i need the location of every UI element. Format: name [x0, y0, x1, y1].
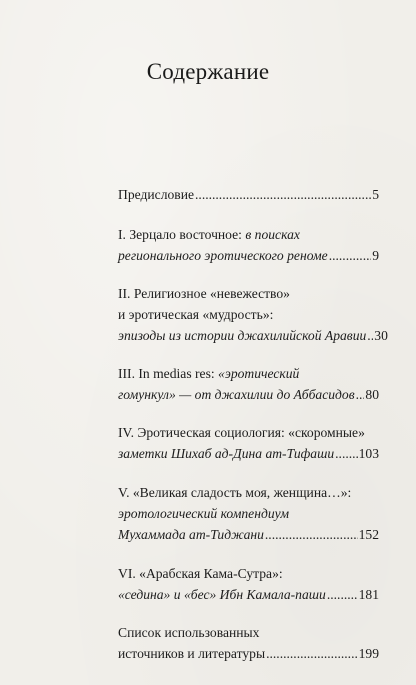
- toc-entry-subtitle: регионального эротического реноме: [118, 248, 328, 263]
- toc-leader-dots: [266, 643, 358, 664]
- toc-page-number: 199: [358, 646, 379, 661]
- toc-entry-chapter-6[interactable]: [118, 563, 379, 605]
- toc-leader-dots: [265, 524, 358, 545]
- toc-entry-title: IV. Эротическая социология: «скоромные»: [118, 425, 365, 440]
- toc-entry-title: II. Религиозное «невежество»: [118, 286, 290, 301]
- toc-entry-title: Список использованных: [118, 625, 260, 640]
- toc-entry-chapter-1[interactable]: [118, 224, 379, 266]
- toc-entry-subtitle: «седина» и «бес» Ибн Камала-паши: [118, 587, 326, 602]
- toc-leader-dots: [335, 443, 357, 464]
- toc-entry-subtitle: заметки Шихаб ад-Дина ат-Тифаши: [118, 446, 335, 461]
- toc-leader-dots: [367, 325, 373, 346]
- toc-leader-dots: [327, 584, 358, 605]
- toc-entry-chapter-4[interactable]: [118, 422, 379, 464]
- toc-leader-dots: [356, 384, 365, 405]
- toc-entry-title: V. «Великая сладость моя, женщина…»:: [118, 485, 352, 500]
- toc-entry-subtitle-cont: Мухаммада ат-Тиджани: [118, 527, 264, 542]
- toc-entry-title-cont: и эротическая «мудрость»:: [118, 307, 274, 322]
- toc-entry-subtitle: эпизоды из истории джахилийской Аравии: [118, 328, 367, 343]
- toc-page-number: 103: [358, 446, 379, 461]
- toc-entry-title: Предисловие: [118, 187, 195, 202]
- toc-entry-preface[interactable]: [118, 184, 379, 205]
- toc-entry-chapter-5[interactable]: [118, 482, 379, 545]
- toc-page-number: 9: [372, 248, 379, 263]
- toc-page-number: 80: [365, 387, 379, 402]
- toc-entry-title: I. Зерцало восточное: в поисках: [118, 227, 300, 242]
- toc-entry-title: VI. «Арабская Кама-Сутра»:: [118, 566, 283, 581]
- toc-entry-subtitle: эротологический компендиум: [118, 506, 289, 521]
- toc-entry-bibliography[interactable]: [118, 622, 379, 664]
- toc-leader-dots: [329, 245, 372, 266]
- toc-leader-dots: [195, 184, 371, 205]
- page-title: Содержание: [146, 59, 270, 84]
- toc-page-number: 5: [372, 187, 379, 202]
- toc-entry-chapter-2[interactable]: [118, 283, 388, 346]
- toc-entry-subtitle: гомункул» — от джахилии до Аббасидов: [118, 387, 355, 402]
- toc-entry-title: III. In medias res: «эротический: [118, 366, 300, 381]
- toc-page-number: 30: [374, 328, 388, 343]
- toc-page-number: 152: [358, 527, 379, 542]
- toc-page-number: 181: [358, 587, 379, 602]
- toc-entry-chapter-3[interactable]: [118, 363, 379, 405]
- toc-entry-title-cont: источников и литературы: [118, 646, 266, 661]
